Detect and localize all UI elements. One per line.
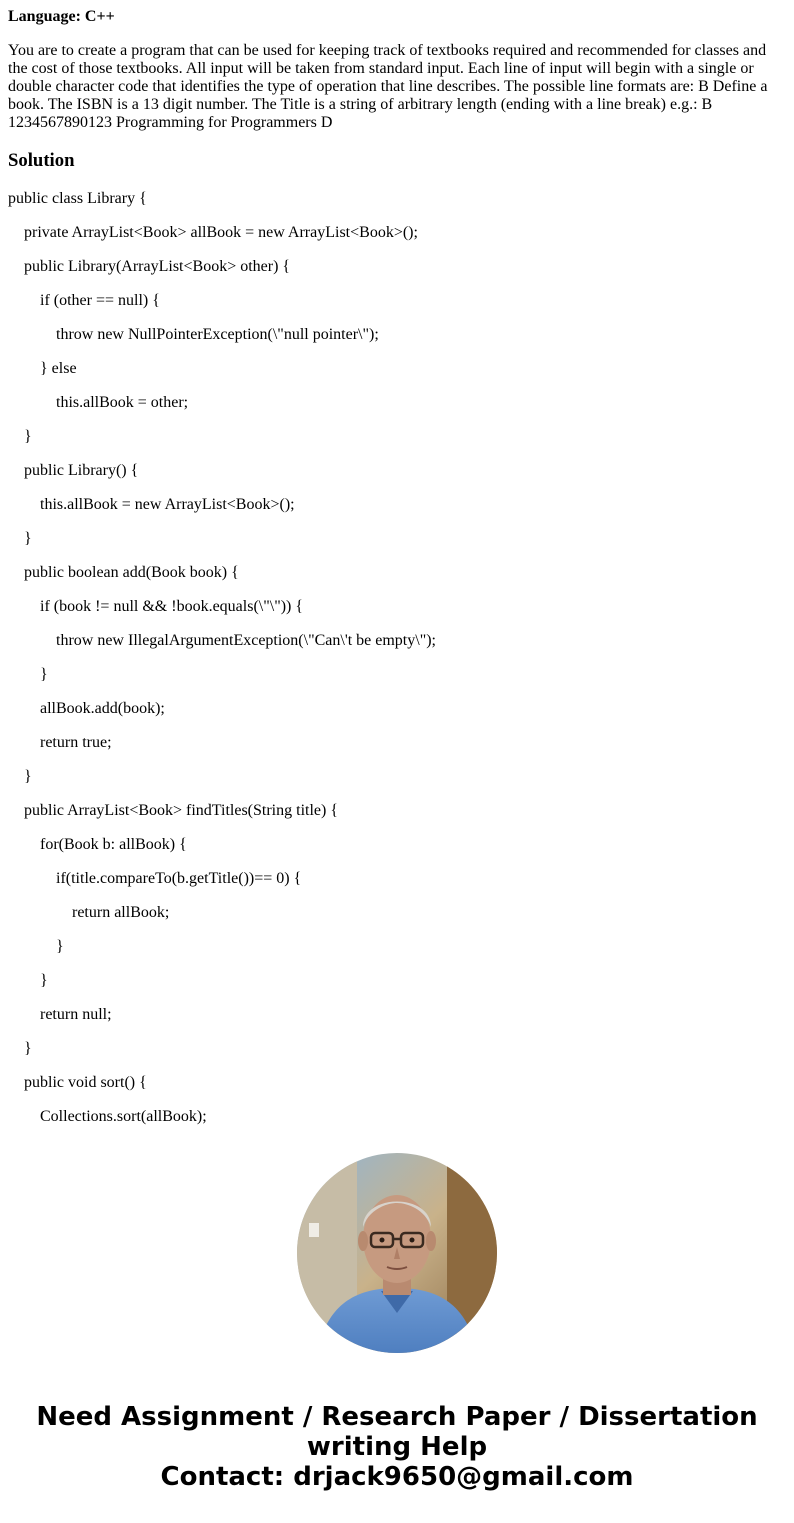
promo-line-2: writing Help [306, 1432, 488, 1462]
code-line: public boolean add(Book book) { [8, 564, 239, 581]
question-text: You are to create a program that can be used for keeping track of textbooks required and recommended for classes and the cost of those textbooks. All input will be taken from standard input. Each line of input will begin with a single or double character code that identifies the type of operation that line describes. The possible line formats are: B Define a book. The ISBN is a 13 digit number. The Title is a string of arbitrary length (ending with a line break) e.g.: B 1234567890123 Programming for Programmers D [8, 42, 768, 131]
code-line: Collections.sort(allBook); [8, 1108, 207, 1125]
code-line: if(title.compareTo(b.getTitle())== 0) { [8, 870, 302, 887]
code-line: private ArrayList<Book> allBook = new ArrayList<Book>(); [8, 224, 418, 241]
code-line: allBook.add(book); [8, 700, 165, 717]
code-line: return true; [8, 734, 112, 751]
code-line: throw new NullPointerException(\"null pointer\"); [8, 326, 379, 343]
code-line: public ArrayList<Book> findTitles(String title) { [8, 802, 339, 819]
code-line: } [8, 666, 48, 683]
code-line: } [8, 768, 32, 785]
code-line: this.allBook = other; [8, 394, 189, 411]
code-line: public void sort() { [8, 1074, 147, 1091]
author-avatar [297, 1153, 497, 1353]
solution-code [8, 184, 778, 1126]
code-line: public class Library { [8, 190, 147, 207]
code-line: for(Book b: allBook) { [8, 836, 187, 853]
promo-banner [0, 1402, 794, 1492]
code-line: this.allBook = new ArrayList<Book>(); [8, 496, 295, 513]
document-content [8, 0, 778, 172]
author-photo-icon [297, 1153, 497, 1353]
code-line: throw new IllegalArgumentException(\"Can\'t be empty\"); [8, 632, 436, 649]
code-line: public Library() { [8, 462, 139, 479]
code-line: return allBook; [8, 904, 170, 921]
promo-line-1: Need Assignment / Research Paper / Dissertation [36, 1402, 758, 1432]
language-label: Language: C++ [8, 8, 115, 25]
code-line: if (other == null) { [8, 292, 160, 309]
code-line: if (book != null && !book.equals(\"\")) { [8, 598, 304, 615]
code-line: public Library(ArrayList<Book> other) { [8, 258, 291, 275]
code-line: } [8, 972, 48, 989]
code-line: } [8, 428, 32, 445]
promo-contact: Contact: drjack9650@gmail.com [160, 1462, 634, 1492]
code-line: } [8, 1040, 32, 1057]
code-line: } else [8, 360, 77, 377]
code-line: } [8, 530, 32, 547]
solution-heading: Solution [8, 150, 75, 171]
code-line: } [8, 938, 64, 955]
code-line: return null; [8, 1006, 112, 1023]
